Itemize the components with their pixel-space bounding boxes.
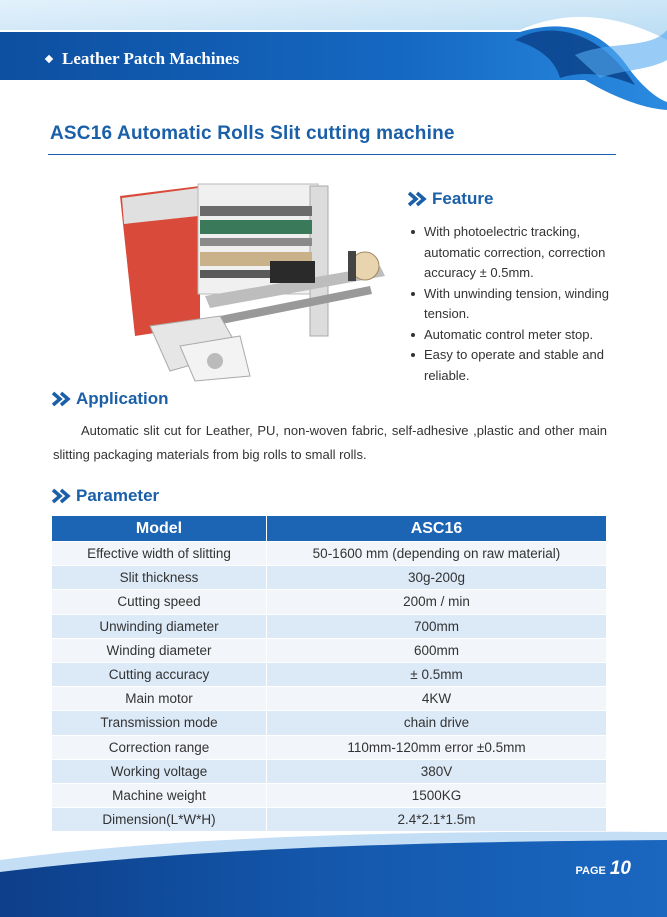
row-label: Unwinding diameter bbox=[52, 614, 267, 638]
diamond-icon bbox=[45, 55, 53, 63]
feature-item: With unwinding tension, winding tension. bbox=[410, 284, 640, 325]
row-value: chain drive bbox=[267, 711, 607, 735]
table-row bbox=[52, 783, 606, 807]
column-header-value: ASC16 bbox=[267, 516, 607, 542]
row-label: Winding diameter bbox=[52, 638, 267, 662]
table-row bbox=[52, 638, 606, 662]
table-row bbox=[52, 735, 606, 759]
title-divider bbox=[48, 154, 616, 155]
application-heading bbox=[50, 389, 169, 409]
table-row bbox=[52, 662, 606, 686]
parameter-table bbox=[52, 516, 606, 831]
double-chevron-icon bbox=[50, 488, 72, 504]
table-header-row bbox=[52, 516, 606, 542]
double-chevron-icon bbox=[406, 191, 428, 207]
row-label: Slit thickness bbox=[52, 566, 267, 590]
row-value: 50-1600 mm (depending on raw material) bbox=[267, 542, 607, 566]
section-label bbox=[46, 49, 239, 69]
feature-heading bbox=[406, 189, 493, 209]
application-heading-text: Application bbox=[76, 389, 169, 408]
feature-item: With photoelectric tracking, automatic correction, correction accuracy ± 0.5mm. bbox=[410, 222, 640, 284]
row-value: 600mm bbox=[267, 638, 607, 662]
page-title: ASC16 Automatic Rolls Slit cutting machine bbox=[50, 123, 455, 144]
table-row bbox=[52, 687, 606, 711]
row-label: Dimension(L*W*H) bbox=[52, 808, 267, 832]
table-row bbox=[52, 759, 606, 783]
double-chevron-icon bbox=[50, 391, 72, 407]
parameter-heading bbox=[50, 486, 159, 506]
row-value: 1500KG bbox=[267, 783, 607, 807]
page-digit: 10 bbox=[609, 858, 631, 879]
row-label: Main motor bbox=[52, 687, 267, 711]
table-row bbox=[52, 711, 606, 735]
row-value: 2.4*2.1*1.5m bbox=[267, 808, 607, 832]
feature-item: Automatic control meter stop. bbox=[410, 325, 640, 346]
footer-wave bbox=[0, 820, 667, 917]
row-value: 30g-200g bbox=[267, 566, 607, 590]
parameter-heading-text: Parameter bbox=[76, 486, 160, 505]
row-label: Cutting speed bbox=[52, 590, 267, 614]
row-value: ± 0.5mm bbox=[267, 662, 607, 686]
feature-list bbox=[410, 222, 640, 386]
table-row bbox=[52, 590, 606, 614]
feature-item: Easy to operate and stable and reliable. bbox=[410, 345, 640, 386]
table-row bbox=[52, 614, 606, 638]
row-value: 200m / min bbox=[267, 590, 607, 614]
row-label: Effective width of slitting bbox=[52, 542, 267, 566]
row-label: Correction range bbox=[52, 735, 267, 759]
table-row bbox=[52, 566, 606, 590]
row-value: 110mm-120mm error ±0.5mm bbox=[267, 735, 607, 759]
page-word: PAGE bbox=[575, 865, 606, 877]
column-header-model: Model bbox=[52, 516, 267, 542]
row-label: Transmission mode bbox=[52, 711, 267, 735]
row-value: 700mm bbox=[267, 614, 607, 638]
page-number bbox=[576, 858, 632, 880]
application-text: Automatic slit cut for Leather, PU, non-woven fabric, self-adhesive ,plastic and other main slitting packaging materials from big rolls to small rolls. bbox=[53, 423, 607, 462]
row-label: Cutting accuracy bbox=[52, 662, 267, 686]
row-label: Machine weight bbox=[52, 783, 267, 807]
row-value: 380V bbox=[267, 759, 607, 783]
slitting-machine-illustration bbox=[110, 176, 400, 386]
row-label: Working voltage bbox=[52, 759, 267, 783]
feature-heading-text: Feature bbox=[432, 189, 494, 208]
section-label-text: Leather Patch Machines bbox=[62, 49, 240, 68]
table-row bbox=[52, 542, 606, 566]
row-value: 4KW bbox=[267, 687, 607, 711]
